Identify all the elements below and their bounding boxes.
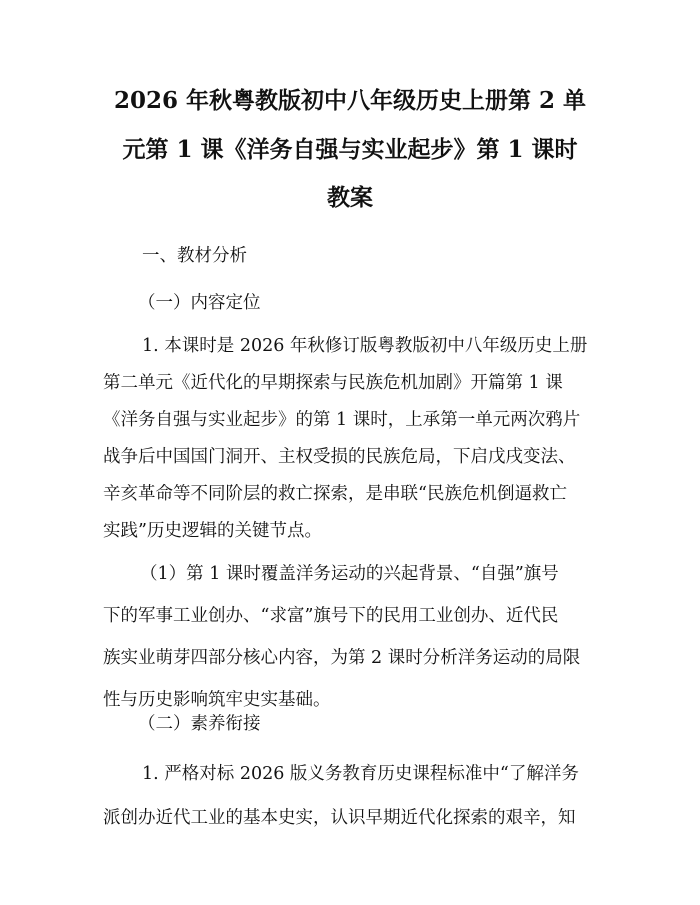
paragraph-line: 性与历史影响筑牢史实基础。	[103, 690, 331, 710]
paragraph-line: 1. 严格对标 2026 版义务教育历史课程标准中“了解洋务	[142, 764, 579, 784]
subsection-heading-content-positioning: （一）内容定位	[138, 293, 261, 313]
paragraph-line: 《洋务自强与实业起步》的第 1 课时，上承第一单元两次鸦片	[103, 410, 581, 430]
section-heading-materials-analysis: 一、教材分析	[142, 246, 247, 266]
paragraph-line: 战争后中国国门洞开、主权受损的民族危局，下启戊戌变法、	[103, 447, 576, 467]
paragraph-line: 族实业萌芽四部分核心内容，为第 2 课时分析洋务运动的局限	[103, 648, 581, 668]
paragraph-line: 派创办近代工业的基本史实，认识早期近代化探索的艰辛，知	[103, 808, 576, 828]
paragraph-line: 实践”历史逻辑的关键节点。	[103, 521, 322, 541]
paragraph-line: 辛亥革命等不同阶层的救亡探索，是串联“民族危机倒逼救亡	[103, 484, 567, 504]
paragraph-line: 第二单元《近代化的早期探索与民族危机加剧》开篇第 1 课	[103, 373, 563, 393]
document-title-line-1: 2026 年秋粤教版初中八年级历史上册第 2 单	[113, 87, 587, 114]
document-title-line-3: 教案	[327, 184, 373, 211]
paragraph-line: 下的军事工业创办、“求富”旗号下的民用工业创办、近代民	[103, 606, 559, 626]
document-title-line-2: 元第 1 课《洋务自强与实业起步》第 1 课时	[122, 136, 578, 163]
paragraph-line: （1）第 1 课时覆盖洋务运动的兴起背景、“自强”旗号	[140, 564, 559, 584]
paragraph-line: 1. 本课时是 2026 年秋修订版粤教版初中八年级历史上册	[142, 336, 588, 356]
subsection-heading-literacy-connection: （二）素养衔接	[138, 714, 261, 734]
